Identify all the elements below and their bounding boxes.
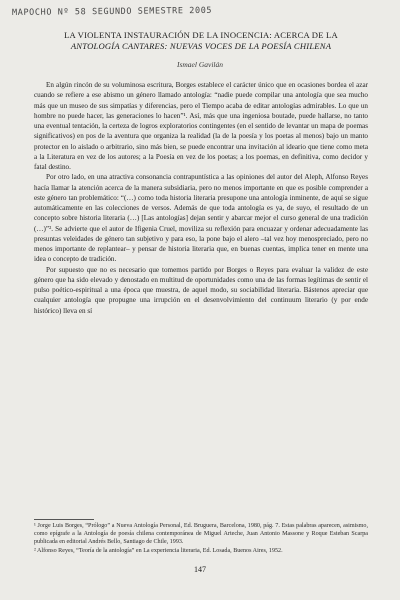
footnote-separator	[34, 519, 94, 520]
title-line-2: ANTOLOGÍA CANTARES: NUEVAS VOCES DE LA POESÍA CHILENA	[70, 41, 332, 51]
paragraph-2: Por otro lado, en una atractiva consonancia contrapuntística a las opiniones del autor del Aleph, Alfonso Reyes hacía llamar la atención acerca de la manera subsidiaria, pero no menos importante en que es posible comprender a este género tan problemático: “(…) como toda historia literaria presupone una antología inminente, de aquí se sigue automáticamente en las colecciones de versos. Además de que toda antología es ya, de suyo, el resultado de un concepto sobre historia literaria (…) [Las antologías] dejan sentir y abarcar mejor el curso general de una tradición (…)”². Se advierte que el autor de Ifigenia Cruel, moviliza su reflexión para encuazar y ordenar adecuadamente las presuntas veleidades de género tan subjetivo y para eso, la pone bajo el alero –tal vez hoy menospreciado, pero no menos importante de replantear– y pensar de historia literaria que, en buenas cuentas, implica tener en mente una idea o concepto de tradición.	[34, 173, 368, 264]
footnote-2: ² Alfonso Reyes, “Teoría de la antología” en La experiencia literaria, Ed. Losada, Buenos Aires, 1952.	[34, 547, 283, 554]
footnotes	[34, 519, 368, 555]
article-title	[34, 30, 368, 52]
author-name: Ismael Gavilán	[176, 60, 224, 69]
footnote-1: ¹ Jorge Luis Borges, “Prólogo” a Nueva Antología Personal, Ed. Bruguera, Barcelona, 1980, pág. 7. Estas palabras aparecen, asimismo, como epígrafe a la Antología de poesía chilena contemporánea de Miguel Arteche, Juan Antonio Massone y Roque Esteban Scarpa publicada en editorial Andrés Bello, Santiago de Chile, 1993.	[34, 523, 368, 546]
paragraph-3: Por supuesto que no es necesario que tomemos partido por Borges o Reyes para evaluar la validez de este género que ha sido elevado y denostado en multitud de oportunidades como una de las formas legítimas de sentir el pulso poético-espiritual a una época que muestra, de aquel modo, su sociabilidad literaria. Bástenos apreciar que cualquier antología que propugne una irrupción en el desenvolvimiento del continuum literario (y por ende histórico) lleva en sí	[34, 265, 368, 315]
title-line-1: LA VIOLENTA INSTAURACIÓN DE LA INOCENCIA: ACERCA DE LA	[64, 30, 338, 40]
paragraph-1: En algún rincón de su voluminosa escritura, Borges establece el carácter único que en ocasiones bordea el azar cuando se refiere a ese abismo un género llamado antología: “nadie puede compilar una antología que sea mucho más que un museo de sus simpatías y diferencias, pero el Tiempo acaba de editar antologías admirables. Lo que un hombre no puede hacer, las generaciones lo hacen”¹. Así, más que una ingeniosa boutade, puede hallarse, no tanto una eventual tentación, la certeza de logros exploratorios contingentes (en el sentido de levantar un mapa de poemas significativos) en pos de la aventura que organiza la realidad (la de la poesía y los poetas al menos) bajo un manto protector en lo aislado o arbitrario, sino más bien, se puede encontrar una invitación al ideario que tiene como meta a la Literatura en vez de los autores; a la Poesía en vez de los poetas; a los poemas, en definitiva, como decidor y fatal destino.	[34, 81, 368, 171]
page-number: 147	[194, 565, 206, 574]
article-body	[34, 80, 368, 316]
handwritten-header-note: MAPOCHO Nº 58 SEGUNDO SEMESTRE 2005	[11, 5, 213, 18]
